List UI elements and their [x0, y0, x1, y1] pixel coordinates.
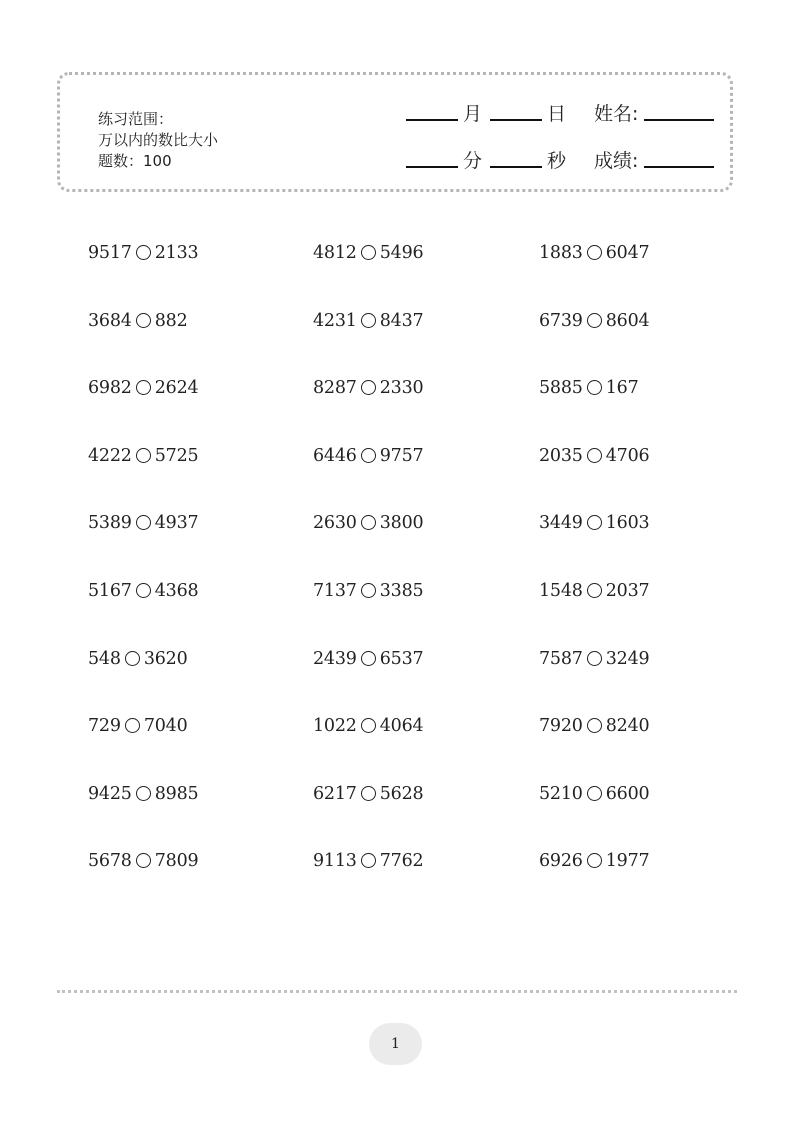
right-number: 5496 — [379, 243, 424, 263]
comparison-problem — [539, 378, 639, 398]
right-number: 7762 — [379, 851, 424, 872]
comparison-problem — [313, 784, 424, 804]
exercise-info — [98, 109, 218, 172]
left-number: 4222 — [88, 445, 132, 466]
answer-circle[interactable] — [361, 853, 376, 868]
comparison-problem — [313, 716, 424, 736]
answer-circle[interactable] — [361, 313, 376, 328]
answer-circle[interactable] — [125, 651, 140, 666]
comparison-problem — [539, 649, 650, 669]
left-number: 7587 — [539, 648, 583, 669]
left-number: 6446 — [313, 445, 357, 466]
answer-circle[interactable] — [587, 245, 602, 260]
comparison-problem — [88, 581, 199, 601]
right-number: 4937 — [154, 513, 199, 534]
answer-circle[interactable] — [136, 515, 151, 530]
answer-circle[interactable] — [587, 718, 602, 733]
second-label: 秒 — [547, 150, 567, 172]
score-blank[interactable] — [644, 166, 714, 168]
range-label: 练习范围： — [98, 110, 174, 128]
right-number: 1603 — [605, 513, 650, 534]
left-number: 8287 — [313, 378, 357, 399]
left-number: 5210 — [539, 783, 583, 804]
left-number: 9517 — [88, 243, 132, 263]
comparison-problem — [539, 446, 650, 466]
left-number: 6982 — [88, 378, 132, 399]
comparison-problem — [88, 378, 199, 398]
left-number: 2630 — [313, 513, 357, 534]
right-number: 4064 — [379, 716, 424, 737]
answer-circle[interactable] — [361, 448, 376, 463]
right-number: 3385 — [379, 581, 424, 601]
left-number: 5167 — [88, 581, 132, 601]
minute-blank[interactable] — [406, 166, 458, 168]
comparison-problem — [88, 851, 199, 871]
answer-circle[interactable] — [125, 718, 140, 733]
answer-circle[interactable] — [136, 313, 151, 328]
left-number: 4231 — [313, 310, 357, 331]
month-label: 月 — [463, 103, 483, 125]
answer-circle[interactable] — [361, 651, 376, 666]
left-number: 5389 — [88, 513, 132, 534]
answer-circle[interactable] — [136, 853, 151, 868]
left-number: 3449 — [539, 513, 583, 534]
date-row — [406, 99, 726, 146]
right-number: 4706 — [605, 445, 650, 466]
day-label: 日 — [547, 103, 567, 125]
right-number: 6537 — [379, 648, 424, 669]
right-number: 6047 — [605, 243, 650, 263]
comparison-problem — [88, 446, 199, 466]
right-number: 1977 — [605, 851, 650, 872]
comparison-problem — [539, 311, 650, 331]
answer-circle[interactable] — [587, 786, 602, 801]
header-box — [57, 72, 733, 192]
left-number: 729 — [88, 716, 121, 737]
right-number: 6600 — [605, 783, 650, 804]
right-number: 4368 — [154, 581, 199, 601]
score-label: 成绩: — [594, 150, 639, 172]
answer-circle[interactable] — [587, 583, 602, 598]
comparison-problem — [539, 243, 650, 263]
left-number: 5678 — [88, 851, 132, 872]
comparison-problem — [88, 243, 199, 263]
left-number: 1548 — [539, 581, 583, 601]
comparison-problem — [539, 784, 650, 804]
left-number: 2035 — [539, 445, 583, 466]
answer-circle[interactable] — [587, 853, 602, 868]
answer-circle[interactable] — [587, 380, 602, 395]
comparison-problem — [313, 649, 424, 669]
answer-circle[interactable] — [361, 718, 376, 733]
right-number: 2133 — [154, 243, 199, 263]
minute-label: 分 — [463, 150, 483, 172]
right-number: 7040 — [143, 716, 188, 737]
comparison-problem — [313, 851, 424, 871]
footer-divider — [57, 990, 737, 993]
left-number: 6217 — [313, 783, 357, 804]
right-number: 3249 — [605, 648, 650, 669]
right-number: 2330 — [379, 378, 424, 399]
answer-circle[interactable] — [136, 786, 151, 801]
right-number: 3800 — [379, 513, 424, 534]
answer-circle[interactable] — [136, 448, 151, 463]
answer-circle[interactable] — [587, 651, 602, 666]
left-number: 5885 — [539, 378, 583, 399]
left-number: 548 — [88, 648, 121, 669]
right-number: 5725 — [154, 445, 199, 466]
answer-circle[interactable] — [361, 515, 376, 530]
right-number: 8604 — [605, 310, 650, 331]
left-number: 2439 — [313, 648, 357, 669]
left-number: 6926 — [539, 851, 583, 872]
comparison-problem — [539, 581, 650, 601]
left-number: 7137 — [313, 581, 357, 601]
comparison-problem — [313, 581, 424, 601]
comparison-problem — [88, 311, 188, 331]
right-number: 3620 — [143, 648, 188, 669]
right-number: 2037 — [605, 581, 650, 601]
answer-circle[interactable] — [361, 380, 376, 395]
left-number: 9113 — [313, 851, 357, 872]
right-number: 8985 — [154, 783, 199, 804]
time-row — [406, 146, 726, 193]
comparison-problem — [539, 851, 650, 871]
comparison-problem — [313, 243, 424, 263]
name-label: 姓名: — [594, 103, 639, 125]
comparison-problem — [313, 513, 424, 533]
answer-circle[interactable] — [361, 583, 376, 598]
answer-circle[interactable] — [587, 448, 602, 463]
right-number: 9757 — [379, 445, 424, 466]
comparison-problem — [88, 784, 199, 804]
answer-circle[interactable] — [136, 380, 151, 395]
right-number: 8437 — [379, 310, 424, 331]
right-number: 8240 — [605, 716, 650, 737]
comparison-problem — [313, 378, 424, 398]
month-blank[interactable] — [406, 119, 458, 121]
student-fields — [406, 99, 726, 193]
comparison-problem — [88, 513, 199, 533]
answer-circle[interactable] — [587, 313, 602, 328]
right-number: 2624 — [154, 378, 199, 399]
right-number: 167 — [605, 378, 639, 399]
topic-label: 万以内的数比大小 — [98, 131, 219, 149]
left-number: 1022 — [313, 716, 357, 737]
left-number: 4812 — [313, 243, 357, 263]
answer-circle[interactable] — [361, 786, 376, 801]
left-number: 1883 — [539, 243, 583, 263]
day-blank[interactable] — [490, 119, 542, 121]
comparison-problem — [539, 513, 650, 533]
left-number: 7920 — [539, 716, 583, 737]
comparison-problem — [88, 716, 188, 736]
left-number: 6739 — [539, 310, 583, 331]
right-number: 7809 — [154, 851, 199, 872]
answer-circle[interactable] — [136, 583, 151, 598]
answer-circle[interactable] — [136, 245, 151, 260]
problem-count: 题数：100 — [98, 152, 172, 170]
right-number: 882 — [154, 310, 188, 331]
answer-circle[interactable] — [587, 515, 602, 530]
answer-circle[interactable] — [361, 245, 376, 260]
page-number: 1 — [369, 1023, 422, 1065]
left-number: 3684 — [88, 310, 132, 331]
comparison-problem — [539, 716, 650, 736]
left-number: 9425 — [88, 783, 132, 804]
right-number: 5628 — [379, 783, 424, 804]
comparison-problem — [313, 446, 424, 466]
name-blank[interactable] — [644, 119, 714, 121]
second-blank[interactable] — [490, 166, 542, 168]
comparison-problem — [88, 649, 188, 669]
comparison-problem — [313, 311, 424, 331]
